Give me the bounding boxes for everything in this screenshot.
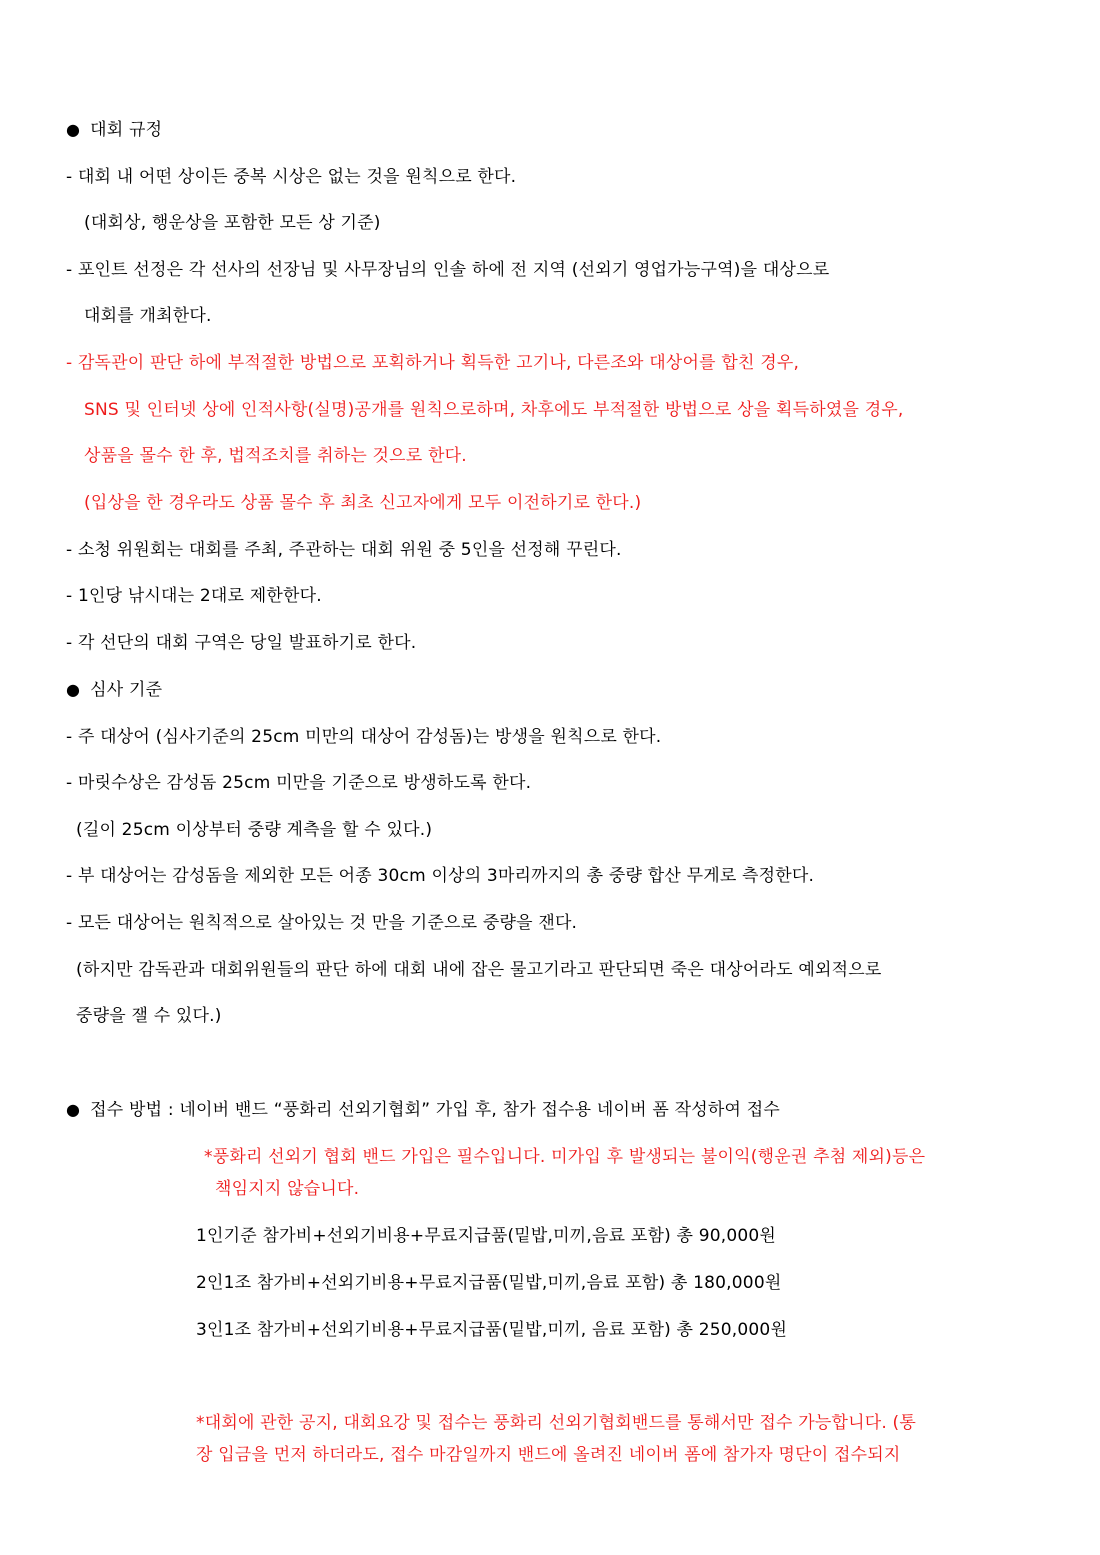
registration-notice: *풍화리 선외기 협회 밴드 가입은 필수입니다. 미가입 후 발생되는 불이익(행운권 추첨 제외)등은 bbox=[204, 1147, 926, 1167]
bullet-icon: ● bbox=[66, 680, 81, 699]
judging-line: - 주 대상어 (심사기준의 25cm 미만의 대상어 감성돔)는 방생을 원칙으로 한다. bbox=[66, 727, 662, 747]
registration-heading bbox=[66, 1098, 780, 1122]
registration-notice: 책임지지 않습니다. bbox=[215, 1179, 360, 1199]
judging-title: 심사 기준 bbox=[90, 680, 163, 700]
judging-line: - 모든 대상어는 원칙적으로 살아있는 것 만을 기준으로 중량을 잰다. bbox=[66, 913, 578, 933]
judging-line: - 부 대상어는 감성돔을 제외한 모든 어종 30cm 이상의 3마리까지의 총 중량 합산 무게로 측정한다. bbox=[66, 866, 815, 886]
rules-line-warning: (입상을 한 경우라도 상품 몰수 후 최초 신고자에게 모두 이전하기로 한다.) bbox=[84, 493, 642, 513]
rules-line: - 각 선단의 대회 구역은 당일 발표하기로 한다. bbox=[66, 633, 417, 653]
rules-line: - 포인트 선정은 각 선사의 선장님 및 사무장님의 인솔 하에 전 지역 (선외기 영업가능구역)을 대상으로 bbox=[66, 260, 830, 280]
final-notice: 장 입금을 먼저 하더라도, 접수 마감일까지 밴드에 올려진 네이버 폼에 참가자 명단이 접수되지 bbox=[196, 1445, 901, 1465]
judging-line: (하지만 감독관과 대회위원들의 판단 하에 대회 내에 잡은 물고기라고 판단되면 죽은 대상어라도 예외적으로 bbox=[76, 960, 882, 980]
rules-line: (대회상, 행운상을 포함한 모든 상 기준) bbox=[84, 213, 381, 233]
judging-line: - 마릿수상은 감성돔 25cm 미만을 기준으로 방생하도록 한다. bbox=[66, 773, 532, 793]
fee-line: 2인1조 참가비+선외기비용+무료지급품(밑밥,미끼,음료 포함) 총 180,000원 bbox=[196, 1273, 782, 1293]
rules-line: - 대회 내 어떤 상이든 중복 시상은 없는 것을 원칙으로 한다. bbox=[66, 167, 517, 187]
rules-line: 대회를 개최한다. bbox=[84, 306, 212, 326]
judging-heading bbox=[66, 678, 162, 702]
rules-heading bbox=[66, 118, 162, 142]
rules-line-warning: SNS 및 인터넷 상에 인적사항(실명)공개를 원칙으로하며, 차후에도 부적절한 방법으로 상을 획득하였을 경우, bbox=[84, 400, 904, 420]
judging-line: (길이 25cm 이상부터 중량 계측을 할 수 있다.) bbox=[76, 820, 433, 840]
judging-line: 중량을 잴 수 있다.) bbox=[76, 1006, 222, 1026]
bullet-icon: ● bbox=[66, 1100, 81, 1119]
fee-line: 3인1조 참가비+선외기비용+무료지급품(밑밥,미끼, 음료 포함) 총 250,000원 bbox=[196, 1320, 788, 1340]
rules-line: - 소청 위원회는 대회를 주최, 주관하는 대회 위원 중 5인을 선정해 꾸린다. bbox=[66, 540, 622, 560]
bullet-icon: ● bbox=[66, 120, 81, 139]
rules-title: 대회 규정 bbox=[90, 120, 163, 140]
rules-line-warning: 상품을 몰수 한 후, 법적조치를 취하는 것으로 한다. bbox=[84, 446, 467, 466]
fee-line: 1인기준 참가비+선외기비용+무료지급품(밑밥,미끼,음료 포함) 총 90,000원 bbox=[196, 1226, 777, 1246]
rules-line-warning: - 감독관이 판단 하에 부적절한 방법으로 포획하거나 획득한 고기나, 다른조와 대상어를 합친 경우, bbox=[66, 353, 800, 373]
rules-line: - 1인당 낚시대는 2대로 제한한다. bbox=[66, 586, 322, 606]
registration-title: 접수 방법 : 네이버 밴드 “풍화리 선외기협회” 가입 후, 참가 접수용 네이버 폼 작성하여 접수 bbox=[90, 1100, 780, 1120]
final-notice: *대회에 관한 공지, 대회요강 및 접수는 풍화리 선외기협회밴드를 통해서만 접수 가능합니다. (통 bbox=[196, 1413, 917, 1433]
